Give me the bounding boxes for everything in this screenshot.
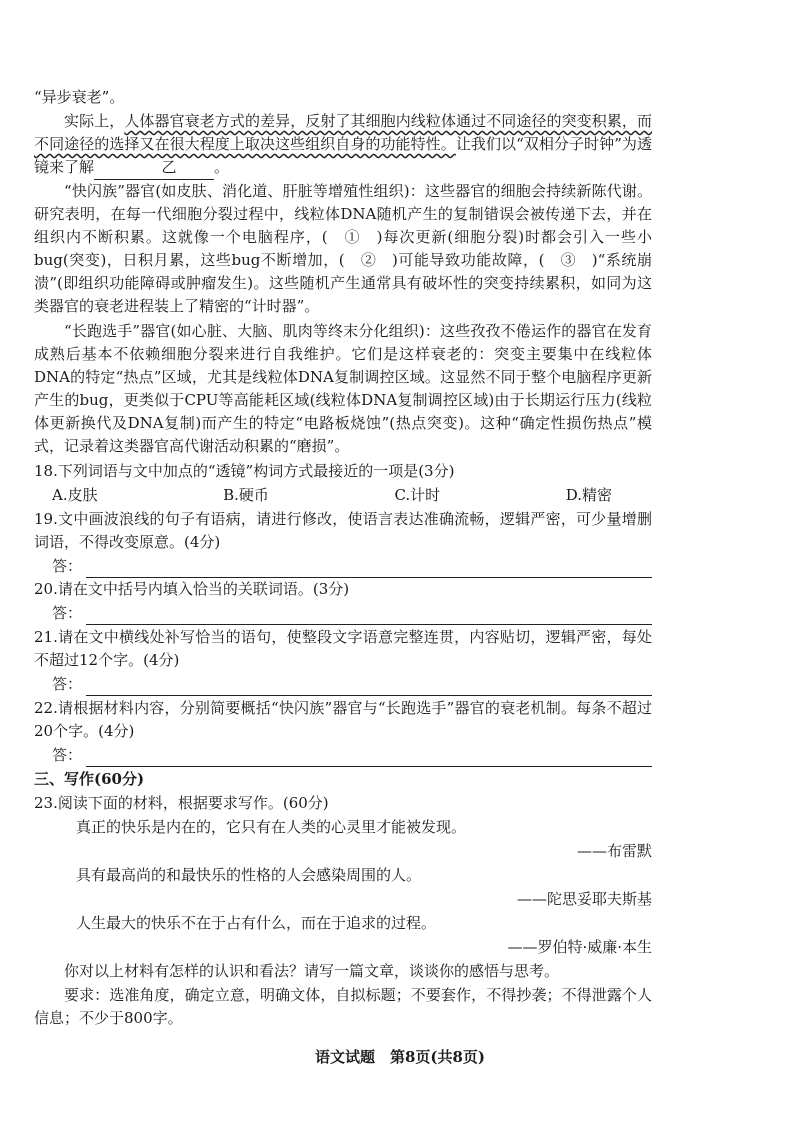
question-20: 20.请在文中括号内填入恰当的关联词语。(3分)	[34, 580, 350, 598]
wavy-underlined-sentence: 人体器官衰老方式的差异，反射了其细胞内线粒体通过不同途径的突变积累，而不同途径的选择又在很大程度上取决这些组织自身的功能特性。	[34, 112, 652, 153]
passage-fragment: “异步衰老”。	[34, 88, 125, 106]
p1-mid: 让我们以“双相分子时钟”为透镜来了解	[34, 135, 652, 176]
q18-option-b[interactable]: B.硬币	[223, 486, 269, 504]
quote-3: 人生最大的快乐不在于占有什么，而在于追求的过程。	[76, 914, 437, 932]
author-3: ——罗伯特·威廉·本生	[507, 938, 652, 956]
q22-answer[interactable]	[52, 744, 652, 767]
question-21: 21.请在文中横线处补写恰当的语句，使整段文字语意完整连贯，内容贴切，逻辑严密，每处不超过12个字。(4分)	[34, 628, 652, 669]
q18-options	[52, 484, 612, 505]
p1-start: 实际上，	[64, 112, 125, 130]
answer-line[interactable]	[86, 606, 652, 625]
q18-option-c[interactable]: C.计时	[394, 486, 441, 504]
answer-label: 答：	[52, 557, 83, 575]
quote-2: 具有最高尚的和最快乐的性格的人会感染周围的人。	[76, 866, 422, 884]
q18-option-d[interactable]: D.精密	[565, 486, 612, 504]
answer-line[interactable]	[86, 748, 652, 767]
answer-label: 答：	[52, 604, 83, 622]
q18-option-a[interactable]: A.皮肤	[52, 486, 98, 504]
author-2: ——陀思妥耶夫斯基	[516, 890, 652, 908]
question-22: 22.请根据材料内容，分别简要概括“快闪族”器官与“长跑选手”器官的衰老机制。每条不超过20个字。(4分)	[34, 699, 652, 740]
answer-label: 答：	[52, 746, 83, 764]
blank-yi: 乙	[94, 156, 214, 180]
question-18: 18.下列词语与文中加点的“透镜”构词方式最接近的一项是(3分)	[34, 462, 455, 480]
writing-prompt: 你对以上材料有怎样的认识和看法？请写一篇文章，谈谈你的感悟与思考。	[64, 962, 560, 980]
q19-answer[interactable]	[52, 555, 652, 578]
writing-section-title: 三、写作(60分)	[34, 770, 145, 788]
answer-line[interactable]	[86, 677, 652, 696]
passage-paragraph-1	[34, 110, 652, 180]
q21-answer[interactable]	[52, 673, 652, 696]
answer-line[interactable]	[86, 559, 652, 578]
writing-requirements: 要求：选准角度，确定立意，明确文体，自拟标题；不要套作，不得抄袭；不得泄露个人信息；不少于800字。	[34, 986, 652, 1027]
passage-paragraph-2: “快闪族”器官(如皮肤、消化道、肝脏等增殖性组织)：这些器官的细胞会持续新陈代谢。研究表明，在每一代细胞分裂过程中，线粒体DNA随机产生的复制错误会被传递下去，并在组织内不断积累。这就像一个电脑程序，( ① )每次更新(细胞分裂)时都会引入一些小bug(突变)，日积月累，这些bug不断增加，( ② )可能导致功能故障，( ③ )“系统崩溃”(即组织功能障碍或肿瘤发生)。这些随机产生通常具有破坏性的突变持续累积，如同为这类器官的衰老进程装上了精密的“计时器”。	[34, 182, 652, 315]
page-footer: 语文试题 第8页(共8页)	[314, 1048, 486, 1066]
question-19: 19.文中画波浪线的句子有语病，请进行修改，使语言表达准确流畅，逻辑严密，可少量增删词语，不得改变原意。(4分)	[34, 510, 652, 551]
author-1: ——布雷默	[576, 842, 652, 860]
quote-1: 真正的快乐是内在的，它只有在人类的心灵里才能被发现。	[76, 818, 467, 836]
p1-end: 。	[214, 158, 230, 176]
answer-label: 答：	[52, 675, 83, 693]
q20-answer[interactable]	[52, 602, 652, 625]
question-23: 23.阅读下面的材料，根据要求写作。(60分)	[34, 794, 329, 812]
passage-paragraph-3: “长跑选手”器官(如心脏、大脑、肌肉等终末分化组织)：这些孜孜不倦运作的器官在发育成熟后基本不依赖细胞分裂来进行自我维护。它们是这样衰老的：突变主要集中在线粒体DNA的特定“热点”区域，尤其是线粒体DNA复制调控区域。这显然不同于整个电脑程序更新产生的bug，更类似于CPU等高能耗区域(线粒体DNA复制调控区域)由于长期运行压力(线粒体更新换代及DNA复制)而产生的特定“电路板烧蚀”(热点突变)。这种“确定性损伤热点”模式，记录着这类器官高代谢活动积累的“磨损”。	[34, 322, 652, 455]
